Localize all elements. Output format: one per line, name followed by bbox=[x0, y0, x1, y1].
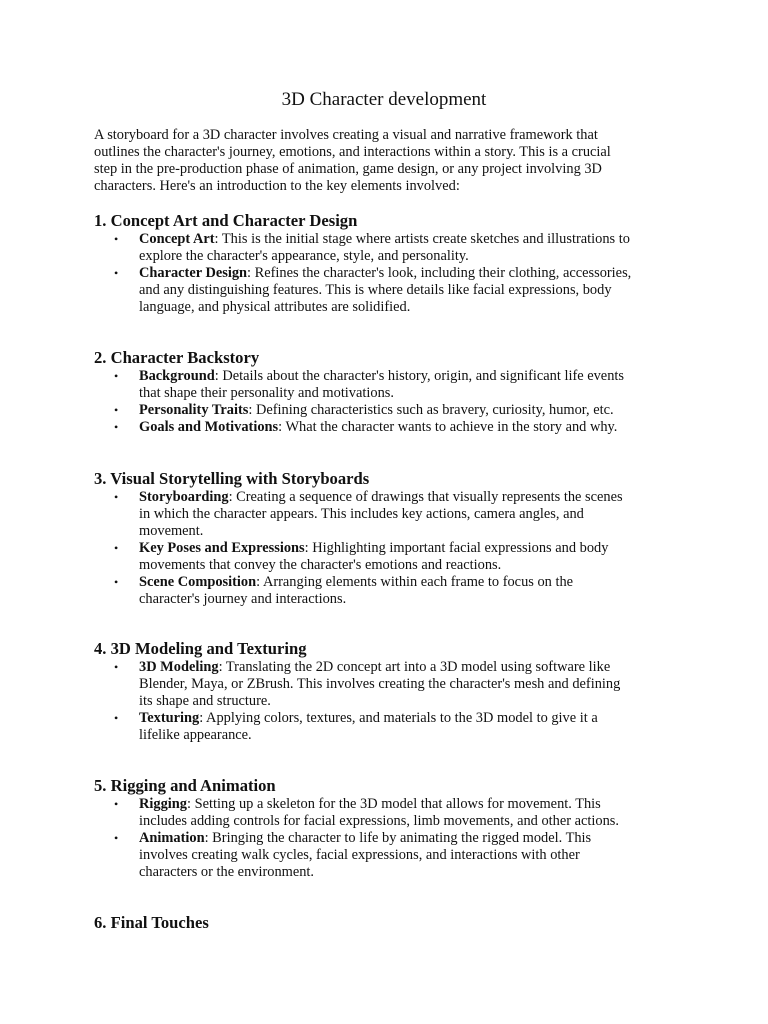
bullet-icon: • bbox=[114, 266, 119, 280]
bullet-list bbox=[94, 231, 694, 316]
bullet-icon: • bbox=[114, 660, 119, 674]
item-text: : Applying colors, textures, and materials to the 3D model to give it a lifelike appearance. bbox=[139, 710, 598, 743]
item-text: : Highlighting important facial expressions and body movements that convey the character's emotions and reactions. bbox=[139, 540, 609, 573]
section-heading: 5. Rigging and Animation bbox=[94, 776, 276, 795]
list-item bbox=[94, 402, 694, 419]
bullet-icon: • bbox=[114, 490, 119, 504]
item-term: Goals and Motivations bbox=[139, 419, 279, 435]
list-item bbox=[94, 540, 694, 574]
list-item bbox=[94, 710, 694, 744]
section-heading: 3. Visual Storytelling with Storyboards bbox=[94, 469, 370, 488]
bullet-list bbox=[94, 796, 694, 881]
list-item bbox=[94, 574, 694, 608]
bullet-list bbox=[94, 368, 694, 436]
list-item bbox=[94, 419, 694, 436]
list-item bbox=[94, 830, 694, 881]
bullet-icon: • bbox=[114, 232, 119, 246]
item-text: : Defining characteristics such as bravery, curiosity, humor, etc. bbox=[248, 402, 614, 418]
item-text: : Setting up a skeleton for the 3D model that allows for movement. This includes adding controls for facial expressions, limb movements, and other actions. bbox=[139, 796, 619, 829]
section-heading: 4. 3D Modeling and Texturing bbox=[94, 639, 307, 658]
item-text: : This is the initial stage where artists create sketches and illustrations to explore the character's appearance, style, and personality. bbox=[139, 231, 630, 264]
item-text: : What the character wants to achieve in the story and why. bbox=[278, 419, 618, 435]
bullet-icon: • bbox=[114, 831, 119, 845]
item-text: : Translating the 2D concept art into a 3D model using software like Blender, Maya, or ZBrush. This involves creating the character's mesh and defining its shape and structure. bbox=[139, 659, 621, 709]
bullet-icon: • bbox=[114, 797, 119, 811]
item-term: Background bbox=[139, 368, 215, 384]
item-term: Animation bbox=[139, 830, 205, 846]
list-item bbox=[94, 489, 694, 540]
intro-paragraph: A storyboard for a 3D character involves creating a visual and narrative framework that outlines the character's journey, emotions, and interactions within a story. This is a crucial step in the pre-production phase of animation, game design, or any project involving 3D characters. Here's an introduction to the key elements involved: bbox=[94, 127, 611, 194]
list-item bbox=[94, 796, 694, 830]
section-backstory bbox=[94, 348, 694, 436]
item-term: Character Design bbox=[139, 265, 248, 281]
bullet-list bbox=[94, 659, 694, 744]
bullet-icon: • bbox=[114, 575, 119, 589]
section-modeling-texturing bbox=[94, 639, 694, 744]
document-title: 3D Character development bbox=[281, 89, 487, 110]
bullet-icon: • bbox=[114, 369, 119, 383]
item-term: Scene Composition bbox=[139, 574, 257, 590]
item-text: : Creating a sequence of drawings that visually represents the scenes in which the character appears. This includes key actions, camera angles, and movement. bbox=[139, 489, 623, 539]
section-final-touches bbox=[94, 913, 694, 933]
bullet-icon: • bbox=[114, 711, 119, 725]
item-term: Personality Traits bbox=[139, 402, 249, 418]
list-item bbox=[94, 231, 694, 265]
item-term: 3D Modeling bbox=[139, 659, 219, 675]
bullet-list bbox=[94, 489, 694, 608]
section-heading: 2. Character Backstory bbox=[94, 348, 260, 367]
item-term: Key Poses and Expressions bbox=[139, 540, 305, 556]
section-visual-storytelling bbox=[94, 469, 694, 608]
bullet-icon: • bbox=[114, 420, 119, 434]
section-heading: 1. Concept Art and Character Design bbox=[94, 211, 358, 230]
item-term: Concept Art bbox=[139, 231, 215, 247]
list-item bbox=[94, 265, 694, 316]
item-text: : Details about the character's history, origin, and significant life events that shape their personality and motivations. bbox=[139, 368, 624, 401]
list-item bbox=[94, 368, 694, 402]
bullet-icon: • bbox=[114, 541, 119, 555]
section-concept-art bbox=[94, 211, 694, 316]
item-term: Rigging bbox=[139, 796, 187, 812]
item-text: : Bringing the character to life by animating the rigged model. This involves creating walk cycles, facial expressions, and interactions with other characters or the environment. bbox=[139, 830, 592, 880]
item-text: : Arranging elements within each frame to focus on the character's journey and interactions. bbox=[139, 574, 574, 607]
section-rigging-animation bbox=[94, 776, 694, 881]
item-term: Texturing bbox=[139, 710, 200, 726]
list-item bbox=[94, 659, 694, 710]
item-text: : Refines the character's look, including their clothing, accessories, and any distinguishing features. This is where details like facial expressions, body language, and physical attributes are solidified. bbox=[139, 265, 632, 315]
item-term: Storyboarding bbox=[139, 489, 229, 505]
bullet-icon: • bbox=[114, 403, 119, 417]
section-heading: 6. Final Touches bbox=[94, 913, 209, 932]
